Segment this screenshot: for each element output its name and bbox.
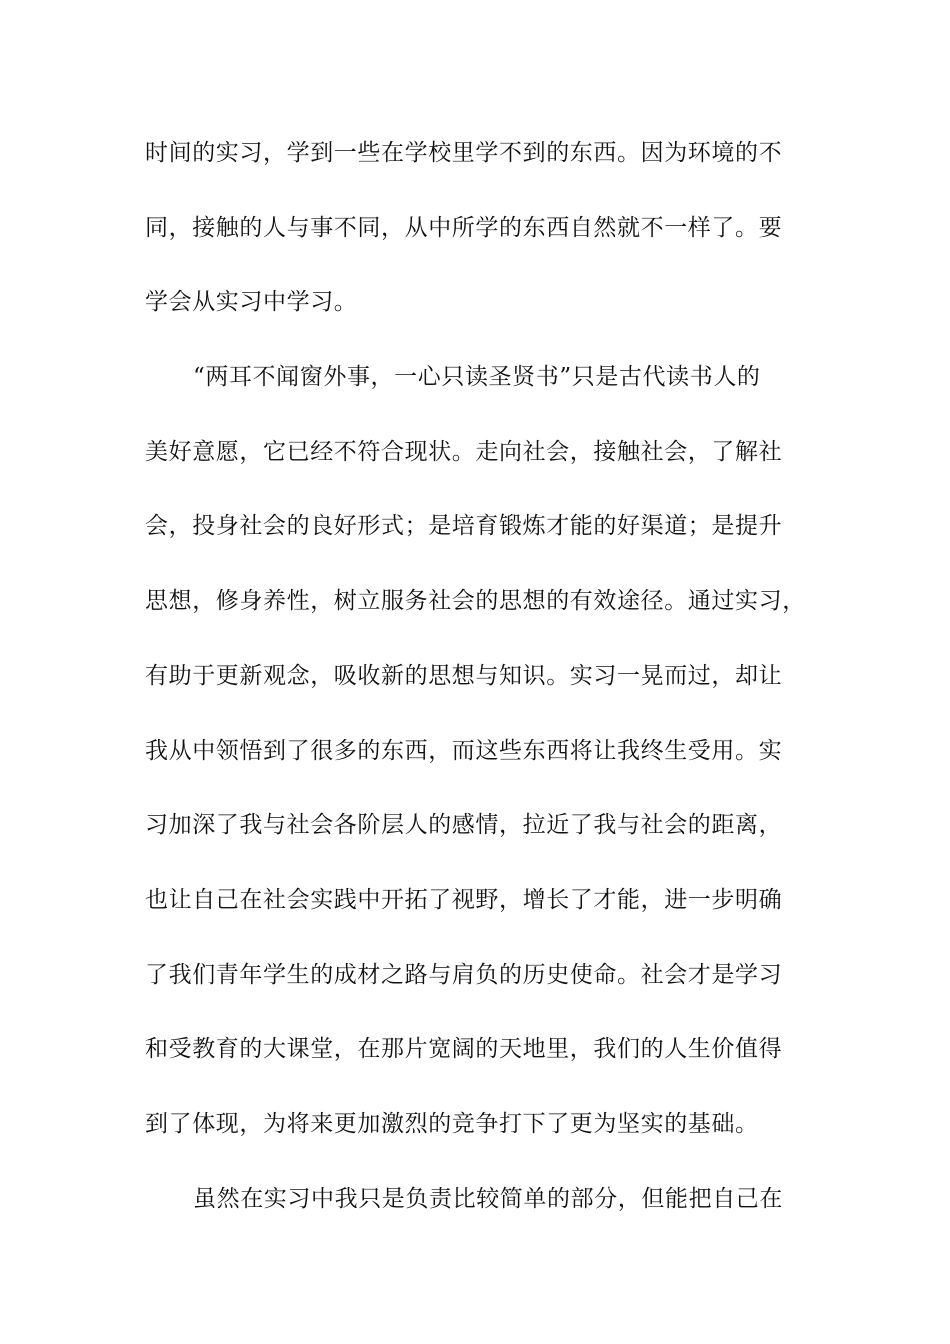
paragraph-start-line: “两耳不闻窗外事，一心只读圣贤书”只是古代读书人的 xyxy=(193,364,761,391)
text-line: 和受教育的大课堂，在那片宽阔的天地里，我们的人生价值得 xyxy=(145,1036,783,1063)
text-line: 到了体现，为将来更加激烈的竞争打下了更为坚实的基础。 xyxy=(145,1110,759,1137)
text-line: 思想，修身养性，树立服务社会的思想的有效途径。通过实习， xyxy=(145,588,806,615)
text-line: 我从中领悟到了很多的东西，而这些东西将让我终生受用。实 xyxy=(145,737,783,764)
paragraph-start-line: 虽然在实习中我只是负责比较简单的部分，但能把自己在 xyxy=(193,1185,783,1212)
text-line: 了我们青年学生的成材之路与肩负的历史使命。社会才是学习 xyxy=(145,961,783,988)
body-text xyxy=(145,134,810,1254)
text-line: 时间的实习，学到一些在学校里学不到的东西。因为环境的不 xyxy=(145,140,783,166)
text-line: 有助于更新观念，吸收新的思想与知识。实习一晃而过，却让 xyxy=(145,662,783,689)
text-line: 也让自己在社会实践中开拓了视野，增长了才能，进一步明确 xyxy=(145,886,783,913)
text-line: 同，接触的人与事不同，从中所学的东西自然就不一样了。要 xyxy=(145,214,783,241)
text-line: 习加深了我与社会各阶层人的感情，拉近了我与社会的距离， xyxy=(145,812,783,839)
text-line: 学会从实习中学习。 xyxy=(145,289,358,316)
text-line: 美好意愿，它已经不符合现状。走向社会，接触社会，了解社 xyxy=(145,438,783,465)
text-line: 会，投身社会的良好形式；是培育锻炼才能的好渠道；是提升 xyxy=(145,513,783,540)
